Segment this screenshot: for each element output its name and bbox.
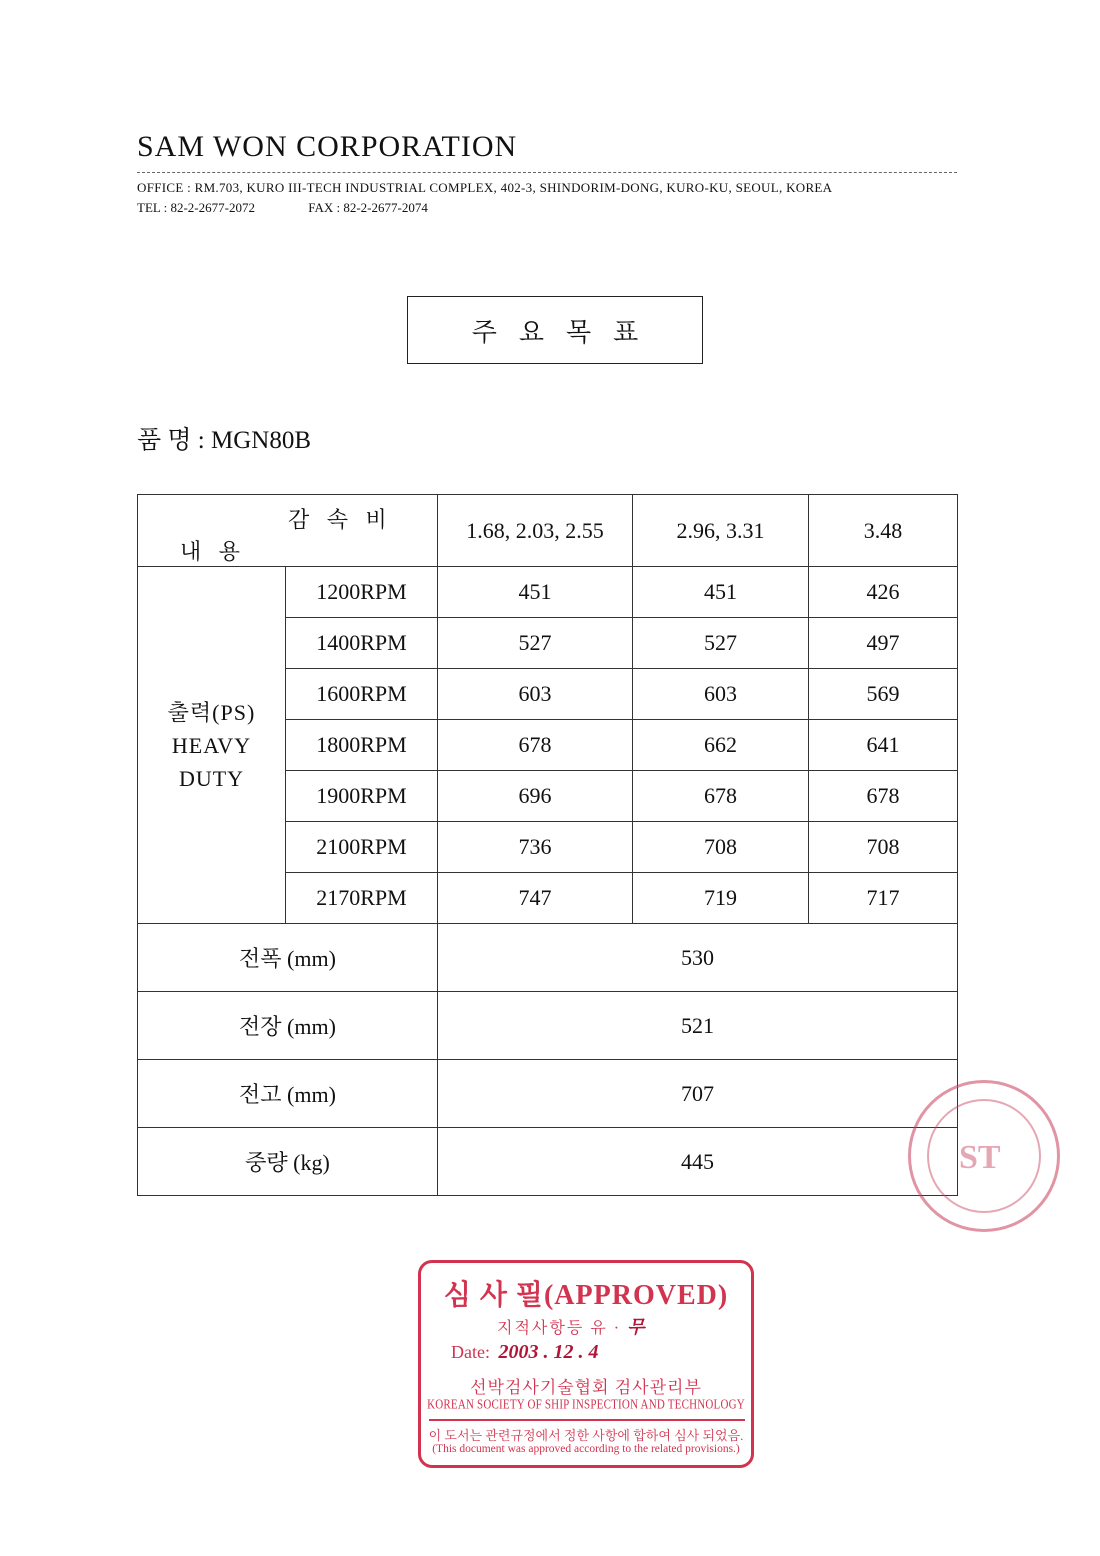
stamp-date bbox=[451, 1341, 598, 1364]
value-cell: 662 bbox=[633, 720, 809, 771]
dimension-label: 전고 (mm) bbox=[138, 1060, 438, 1128]
output-label-line: HEAVY bbox=[171, 732, 252, 758]
stamp-date-handwritten: 2003 . 12 . 4 bbox=[498, 1341, 599, 1363]
output-label-line: 출력(PS) bbox=[167, 699, 256, 725]
value-cell: 708 bbox=[809, 822, 958, 873]
stamp-divider bbox=[429, 1419, 745, 1421]
fax-number: FAX : 82-2-2677-2074 bbox=[308, 200, 428, 215]
ratio-col-2: 2.96, 3.31 bbox=[633, 495, 809, 567]
rpm-cell: 1400RPM bbox=[286, 618, 438, 669]
ratio-label: 감 속 비 bbox=[288, 507, 393, 532]
dimension-row bbox=[138, 1128, 958, 1196]
output-group-label bbox=[138, 567, 286, 924]
value-cell: 719 bbox=[633, 873, 809, 924]
value-cell: 708 bbox=[633, 822, 809, 873]
product-name: 품 명 : MGN80B bbox=[137, 427, 312, 454]
rpm-cell: 2100RPM bbox=[286, 822, 438, 873]
rpm-cell: 1900RPM bbox=[286, 771, 438, 822]
header-divider bbox=[137, 172, 957, 173]
spec-table bbox=[137, 494, 958, 1196]
rpm-cell: 2170RPM bbox=[286, 873, 438, 924]
dimension-label: 중량 (kg) bbox=[138, 1128, 438, 1196]
content-label: 내 용 bbox=[180, 539, 247, 564]
value-cell: 426 bbox=[809, 567, 958, 618]
output-label-line: DUTY bbox=[178, 765, 245, 791]
round-seal-stamp bbox=[908, 1080, 1060, 1232]
value-cell: 678 bbox=[809, 771, 958, 822]
dimension-row bbox=[138, 924, 958, 992]
stamp-title: 심 사 필(APPROVED) bbox=[443, 1280, 729, 1311]
contact-line bbox=[137, 200, 478, 216]
stamp-remarks-label: 지적사항등 유 · bbox=[497, 1320, 622, 1337]
tel-number: TEL : 82-2-2677-2072 bbox=[137, 200, 255, 215]
value-cell: 603 bbox=[633, 669, 809, 720]
value-cell: 569 bbox=[809, 669, 958, 720]
dimension-row bbox=[138, 1060, 958, 1128]
stamp-date-label: Date: bbox=[451, 1342, 490, 1362]
office-address: OFFICE : RM.703, KURO III-TECH INDUSTRIAL COMPLEX, 402-3, SHINDORIM-DONG, KURO-KU, SEOUL, KOREA bbox=[137, 180, 833, 195]
dimension-value: 530 bbox=[438, 924, 958, 992]
dimension-value: 707 bbox=[438, 1060, 958, 1128]
rpm-cell: 1200RPM bbox=[286, 567, 438, 618]
dimension-value: 521 bbox=[438, 992, 958, 1060]
value-cell: 497 bbox=[809, 618, 958, 669]
ratio-col-1: 1.68, 2.03, 2.55 bbox=[438, 495, 633, 567]
value-cell: 641 bbox=[809, 720, 958, 771]
value-cell: 603 bbox=[438, 669, 633, 720]
value-cell: 696 bbox=[438, 771, 633, 822]
table-row bbox=[138, 567, 958, 618]
stamp-note-english: (This document was approved according to the related provisions.) bbox=[432, 1443, 740, 1455]
value-cell: 717 bbox=[809, 873, 958, 924]
value-cell: 451 bbox=[438, 567, 633, 618]
value-cell: 527 bbox=[438, 618, 633, 669]
header-row bbox=[138, 495, 958, 567]
rpm-cell: 1600RPM bbox=[286, 669, 438, 720]
approval-stamp bbox=[418, 1260, 754, 1468]
ratio-col-3: 3.48 bbox=[809, 495, 958, 567]
value-cell: 678 bbox=[438, 720, 633, 771]
document-title: 주요목표 bbox=[407, 296, 703, 364]
seal-emblem-icon: ST bbox=[959, 1139, 1001, 1176]
value-cell: 451 bbox=[633, 567, 809, 618]
stamp-remarks bbox=[497, 1313, 646, 1339]
dimension-row bbox=[138, 992, 958, 1060]
stamp-organization: 선박검사기술협회 검사관리부 bbox=[470, 1378, 702, 1397]
dimension-label: 전폭 (mm) bbox=[138, 924, 438, 992]
value-cell: 747 bbox=[438, 873, 633, 924]
stamp-note-korean: 이 도서는 관련규정에서 정한 사항에 합하여 심사 되었음. bbox=[428, 1428, 744, 1443]
dimension-label: 전장 (mm) bbox=[138, 992, 438, 1060]
value-cell: 527 bbox=[633, 618, 809, 669]
stamp-remarks-handwritten: 무 bbox=[627, 1317, 647, 1337]
value-cell: 678 bbox=[633, 771, 809, 822]
stamp-organization-english: KOREAN SOCIETY OF SHIP INSPECTION AND TECHNOLOGY bbox=[427, 1397, 745, 1413]
corner-cell bbox=[138, 495, 438, 567]
rpm-cell: 1800RPM bbox=[286, 720, 438, 771]
company-name: SAM WON CORPORATION bbox=[137, 130, 518, 163]
dimension-value: 445 bbox=[438, 1128, 958, 1196]
value-cell: 736 bbox=[438, 822, 633, 873]
